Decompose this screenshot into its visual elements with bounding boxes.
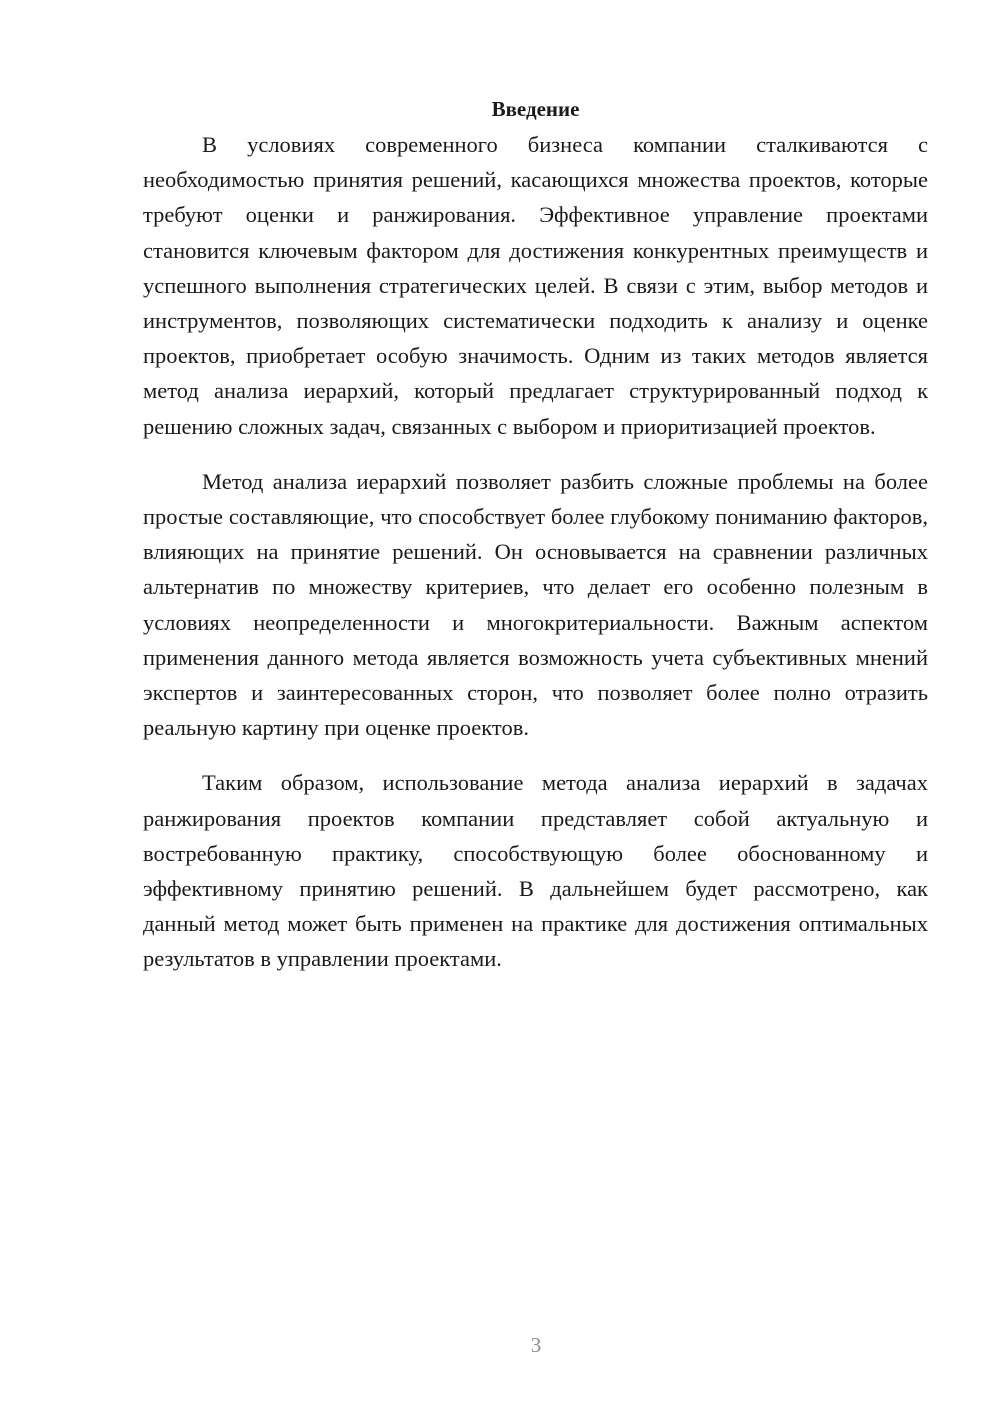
paragraph-3: Таким образом, использование метода анализа иерархий в задачах ранжирования проектов компании представляет собой актуальную и востребованную практику, способствующую более обоснованному и эффективному принятию решений. В дальнейшем будет рассмотрено, как данный метод может быть применен на практике для достижения оптимальных результатов в управлении проектами. [143,770,928,972]
section-title: Введение [491,97,580,121]
document-body [143,92,928,977]
paragraph-2: Метод анализа иерархий позволяет разбить сложные проблемы на более простые составляющие, что способствует более глубокому пониманию факторов, влияющих на принятие решений. Он основывается на сравнении различных альтернатив по множеству критериев, что делает его особенно полезным в условиях неопределенности и многокритериальности. Важным аспектом применения данного метода является возможность учета субъективных мнений экспертов и заинтересованных сторон, что позволяет более полно отразить реальную картину при оценке проектов. [143,468,928,741]
paragraph-1: В условиях современного бизнеса компании сталкиваются с необходимостью принятия решений, касающихся множества проектов, которые требуют оценки и ранжирования. Эффективное управление проектами становится ключевым фактором для достижения конкурентных преимуществ и успешного выполнения стратегических целей. В связи с этим, выбор методов и инструментов, позволяющих систематически подходить к анализу и оценке проектов, приобретает особую значимость. Одним из таких методов является метод анализа иерархий, который предлагает структурированный подход к решению сложных задач, связанных с выбором и приоритизацией проектов. [143,132,928,439]
page-number: 3 [530,1333,542,1357]
